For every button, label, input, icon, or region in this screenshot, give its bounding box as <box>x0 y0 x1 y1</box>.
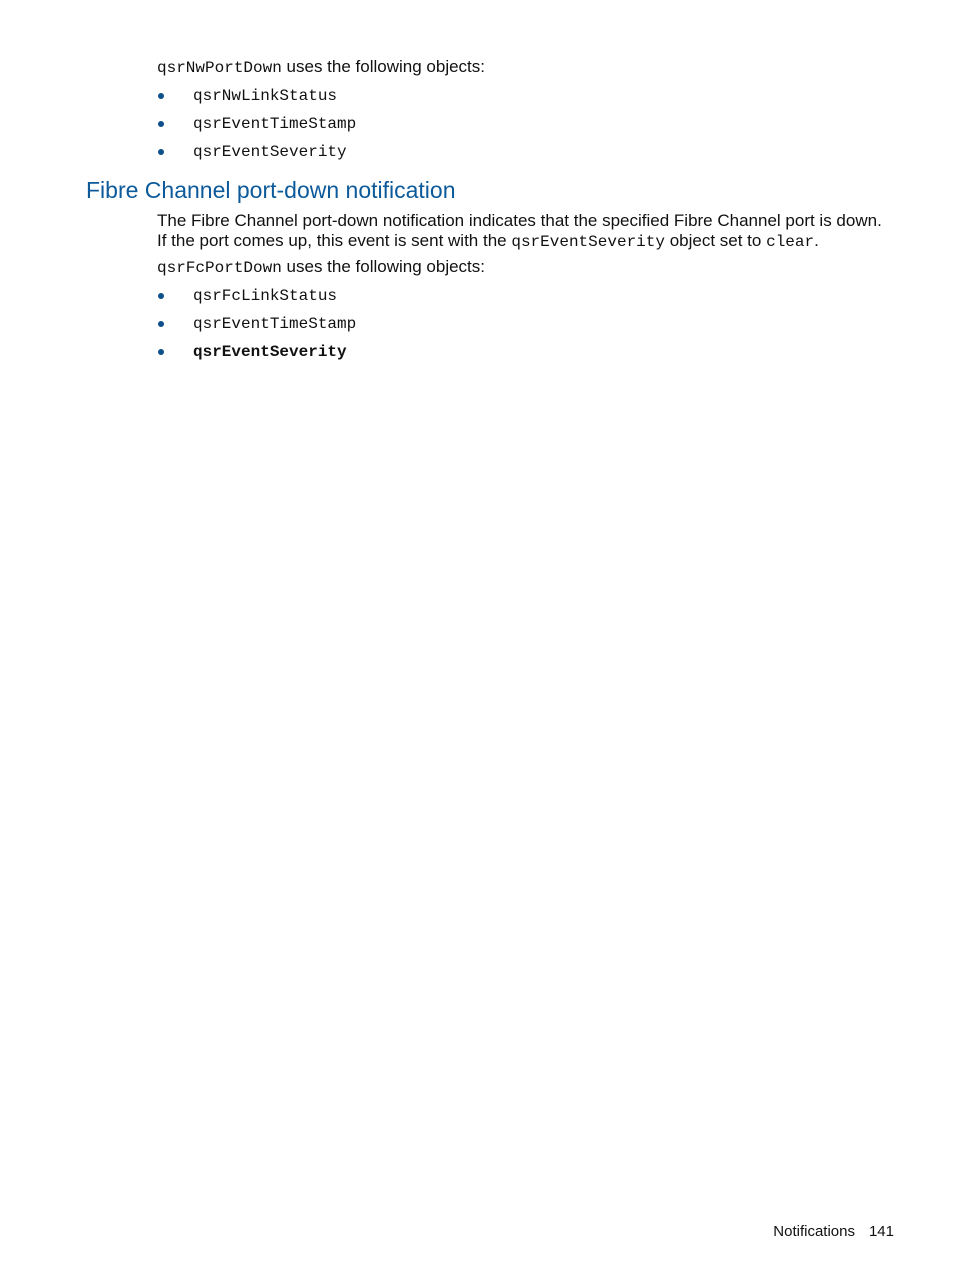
paragraph-line-2-end: . <box>814 231 819 250</box>
section-heading: Fibre Channel port-down notification <box>86 177 456 203</box>
intro-object-list <box>157 82 356 166</box>
list-item <box>157 82 356 110</box>
footer-page-number: 141 <box>868 1223 894 1240</box>
list-item-text: qsrFcLinkStatus <box>193 287 338 305</box>
intro-usage-suffix: uses the following objects: <box>281 57 485 76</box>
section-usage-suffix: uses the following objects: <box>281 257 485 276</box>
section-object-name: qsrFcPortDown <box>157 259 282 277</box>
list-item-text: qsrEventTimeStamp <box>193 315 357 333</box>
intro-usage-line <box>157 57 485 78</box>
bullet-icon <box>158 93 164 99</box>
footer-section-name: Notifications <box>773 1223 855 1240</box>
bullet-icon <box>158 321 164 327</box>
list-item-text: qsrEventTimeStamp <box>193 115 357 133</box>
bullet-icon <box>158 293 164 299</box>
bullet-icon <box>158 349 164 355</box>
list-item <box>157 138 356 166</box>
paragraph-line-2-middle: object set to <box>664 231 767 250</box>
list-item-text: qsrNwLinkStatus <box>193 87 338 105</box>
bullet-icon <box>158 121 164 127</box>
bullet-icon <box>158 149 164 155</box>
list-item <box>157 338 356 366</box>
list-item-text: qsrEventSeverity <box>193 143 347 161</box>
paragraph-line-2-before: If the port comes up, this event is sent with the <box>157 231 512 250</box>
list-item <box>157 310 356 338</box>
list-item <box>157 110 356 138</box>
paragraph-line-1: The Fibre Channel port-down notification indicates that the specified Fibre Channel port is down. <box>157 211 882 230</box>
section-usage-line <box>157 257 485 278</box>
section-paragraph <box>157 211 882 252</box>
section-object-list <box>157 282 356 366</box>
paragraph-code-clear: clear <box>766 233 815 251</box>
intro-object-name: qsrNwPortDown <box>157 59 282 77</box>
page-footer <box>773 1222 894 1242</box>
paragraph-code-severity: qsrEventSeverity <box>511 233 665 251</box>
list-item-text: qsrEventSeverity <box>193 343 347 361</box>
list-item <box>157 282 356 310</box>
